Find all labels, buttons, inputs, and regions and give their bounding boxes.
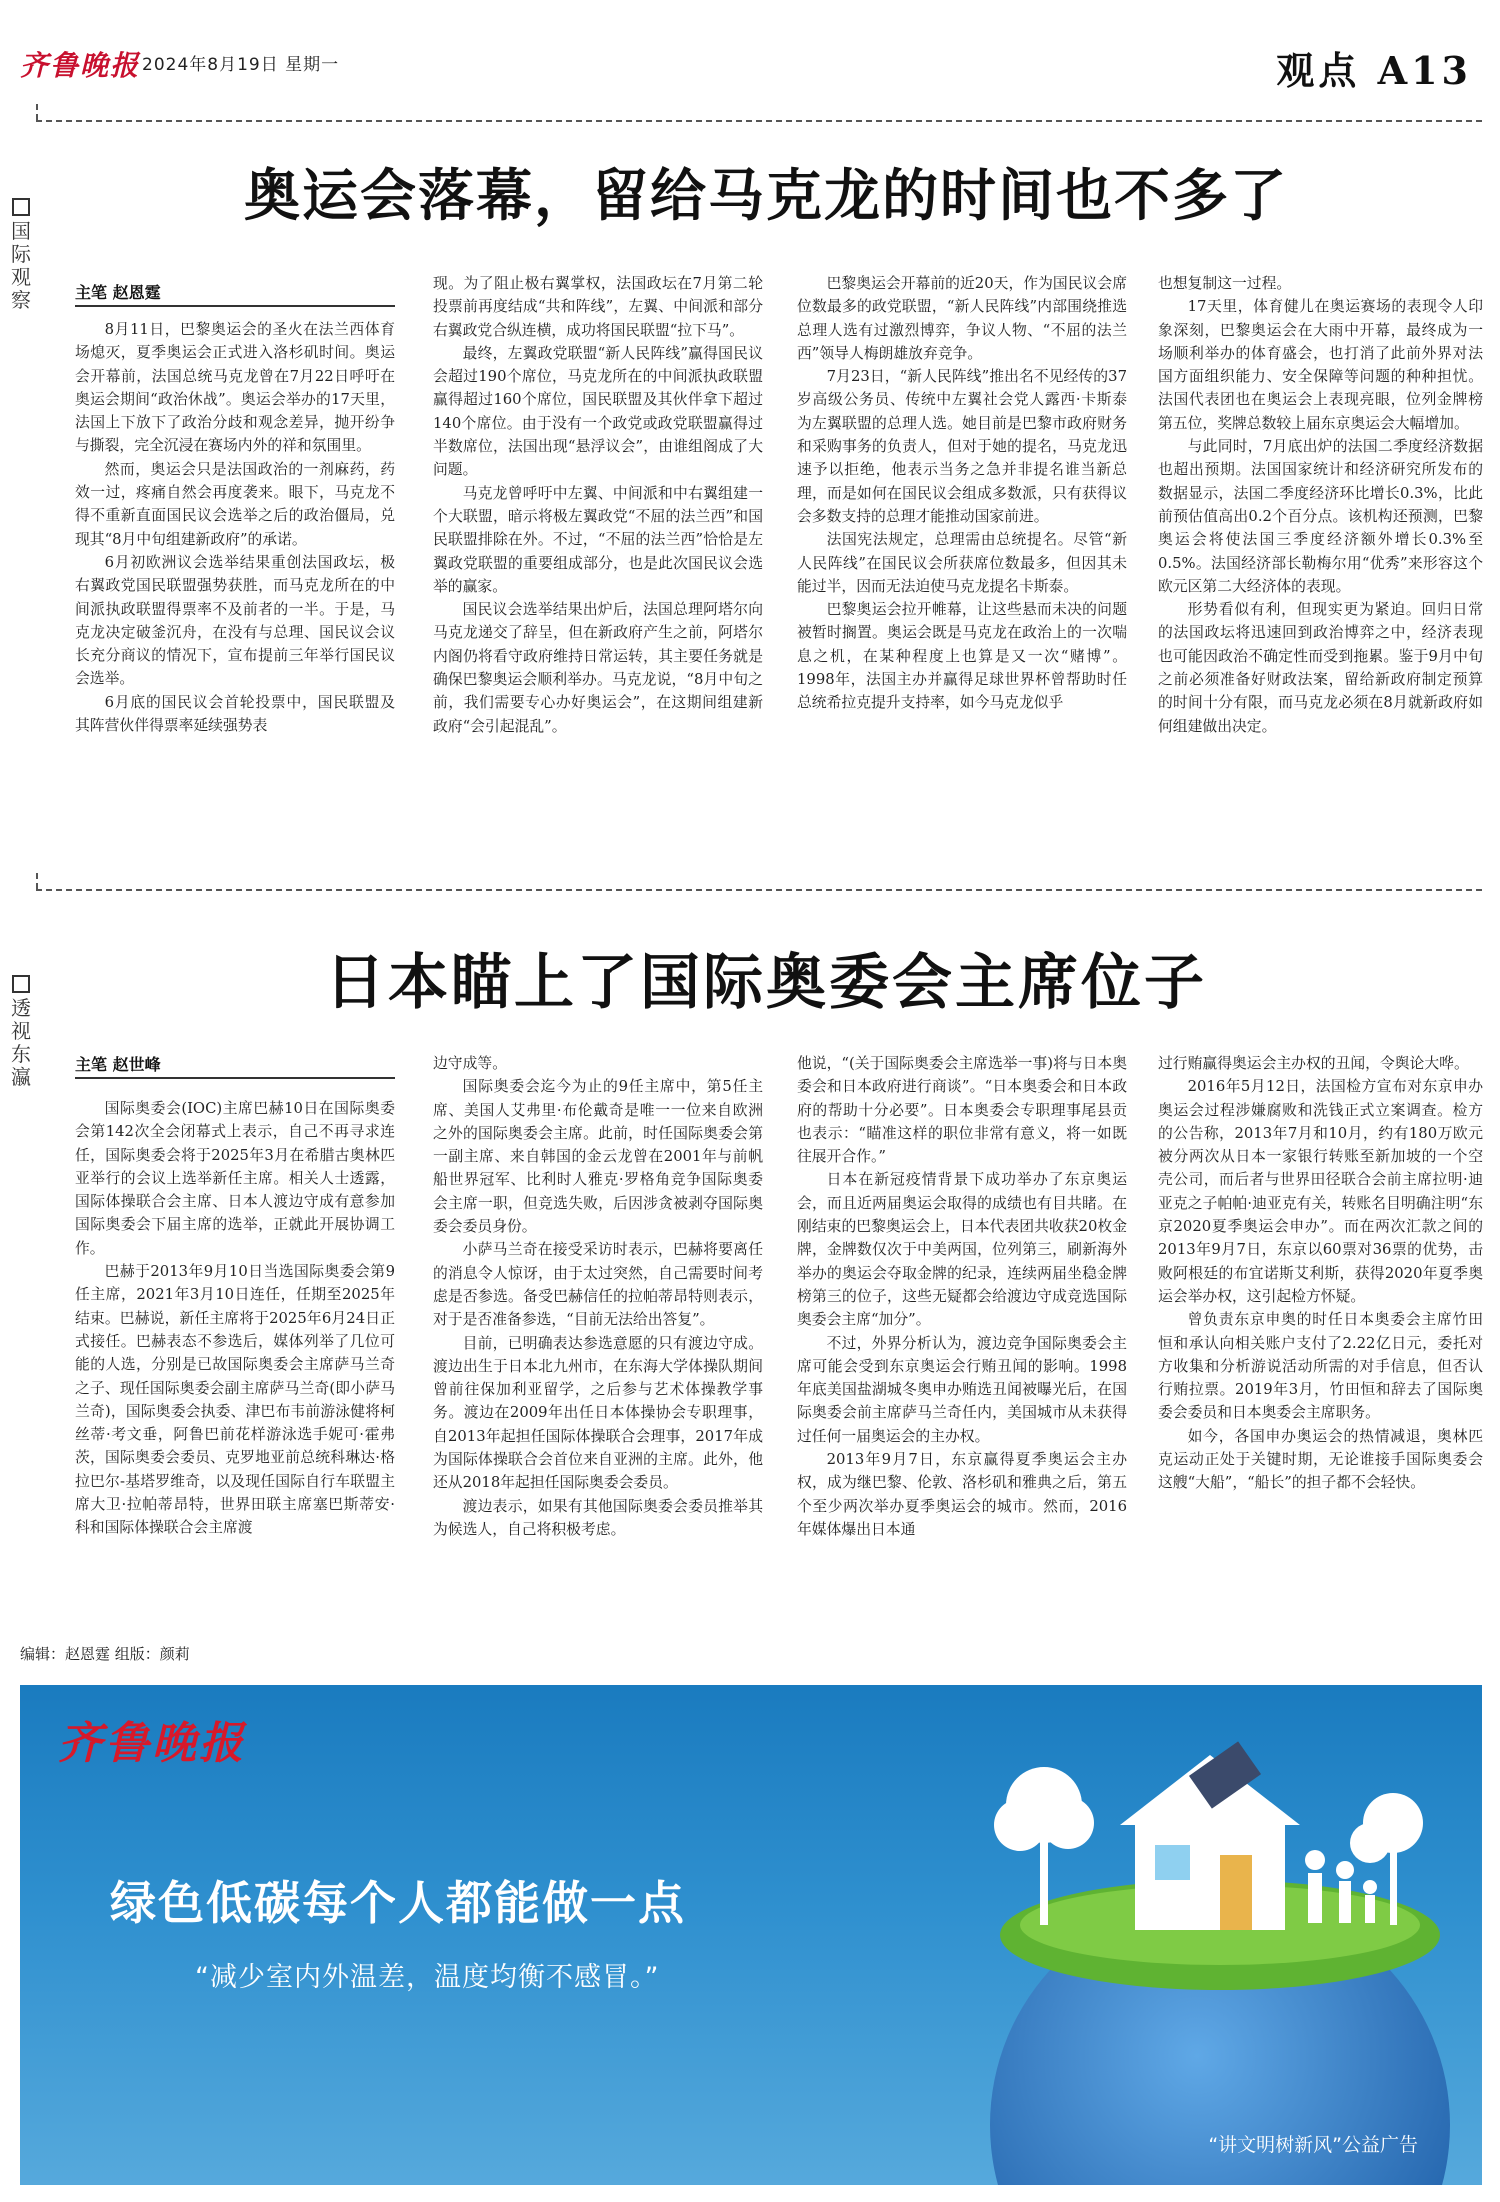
paragraph: 小萨马兰奇在接受采访时表示，巴赫将要离任的消息令人惊讶，由于太过突然，自己需要时间考虑是否参选。备受巴赫信任的拉帕蒂昂特则表示，对于是否准备参选，“目前无法给出答复”。 [433,1241,763,1329]
paragraph: 目前，已明确表达参选意愿的只有渡边守成。渡边出生于日本北九州市，在东海大学体操队期间曾前往保加利亚留学，之后参与艺术体操教学事务。渡边在2009年出任日本体操协会专职理事，自2013年起担任国际体操联合会理事，2017年成为国际体操联合会首位来自亚洲的主席。此外，他还从2018年起担任国际奥委会委员。 [433,1334,763,1492]
divider-line [36,873,38,889]
paragraph: 曾负责东京申奥的时任日本奥委会主席竹田恒和承认向相关账户支付了2.22亿日元，委托对方收集和分析游说活动所需的对手信息，但否认行贿拉票。2019年3月，竹田恒和辞去了国际奥委会委员和日本奥委会主席职务。 [1158,1311,1483,1422]
article-title: 奥运会落幕，留给马克龙的时间也不多了 [244,163,1288,229]
column-tag [8,975,34,1089]
public-service-ad [20,1685,1482,2185]
paragraph: 然而，奥运会只是法国政治的一剂麻药，药效一过，疼痛自然会再度袭来。眼下，马克龙不得不重新直面国民议会选举之后的政治僵局，兑现其“8月中旬组建新政府”的承诺。 [75,460,395,548]
paragraph: 如今，各国申办奥运会的热情减退，奥林匹克运动正处于关键时期，无论谁接手国际奥委会这艘“大船”，“船长”的担子都不会轻快。 [1158,1427,1483,1492]
column-tag-text: 透视东瀛 [11,996,31,1089]
tag-square-icon [12,198,30,216]
article-column [433,1052,763,1622]
column-tag [8,198,34,312]
article-column [797,1052,1127,1622]
ad-footer: “讲文明树新风”公益广告 [1208,2134,1418,2156]
paragraph: 法国宪法规定，总理需由总统提名。尽管“新人民阵线”在国民议会所获席位数最多，但因其未能过半，因而无法迫使马克龙提名卡斯泰。 [797,531,1127,595]
ad-slogan: “减少室内外温差，温度均衡不感冒。” [195,1962,660,1993]
paragraph: 最终，左翼政党联盟“新人民阵线”赢得国民议会超过190个席位，马克龙所在的中间派执政联盟赢得超过160个席位，国民联盟及其伙伴拿下超过140个席位。由于没有一个政党或政党联盟赢得过半数席位，法国出现“悬浮议会”，由谁组阁成了大问题。 [433,344,763,479]
article-column [1158,272,1483,846]
article-byline: 主笔 赵世峰 [75,1052,395,1079]
paragraph: 2016年5月12日，法国检方宣布对东京申办奥运会过程涉嫌腐败和洗钱正式立案调查。检方的公告称，2013年7月和10月，约有180万欧元被分两次从日本一家银行转账至新加坡的一个空壳公司，而后者与世界田径联合会前主席拉明·迪亚克之子帕帕·迪亚克有关，转账名目明确注明“东京2020夏季奥运会申办”。而在两次汇款之间的2013年9月7日，东京以60票对36票的优势，击败阿根廷的布宜诺斯艾利斯，获得2020年夏季奥运会举办权，这引起检方怀疑。 [1158,1078,1483,1305]
paragraph: 17天里，体育健儿在奥运赛场的表现令人印象深刻，巴黎奥运会在大雨中开幕，最终成为一场顺利举办的体育盛会，也打消了此前外界对法国方面组织能力、安全保障等问题的种种担忧。法国代表团也在奥运会上表现亮眼，位列金牌榜第五位，奖牌总数较上届东京奥运会大幅增加。 [1158,298,1483,432]
paragraph: 也想复制这一过程。 [1158,275,1292,292]
paragraph: 他说，“(关于国际奥委会主席选举一事)将与日本奥委会和日本政府进行商谈”。“日本奥委会和日本政府的帮助十分必要”。日本奥委会专职理事尾县贡也表示：“瞄准这样的职位非常有意义，将一如既往展开合作。” [797,1055,1127,1166]
article-title: 日本瞄上了国际奥委会主席位子 [325,948,1207,1018]
paragraph: 国际奥委会迄今为止的9任主席中，第5任主席、美国人艾弗里·布伦戴奇是唯一一位来自欧洲之外的国际奥委会主席。此前，时任国际奥委会第一副主席、来自韩国的金云龙曾在2001年与前帆船世界冠军、比利时人雅克·罗格角竞争国际奥委会主席一职，但竞选失败，后因涉贪被剥夺国际奥委会委员身份。 [433,1078,763,1236]
house-icon [1120,1741,1300,1930]
paragraph: 巴黎奥运会开幕前的近20天，作为国民议会席位数最多的政党联盟，“新人民阵线”内部围绕推选总理人选有过激烈博弈，争议人物、“不屈的法兰西”领导人梅朗雄放弃竞争。 [797,275,1127,362]
issue-date: 2024年8月19日 星期一 [142,55,340,75]
editor-credit: 编辑：赵恩霆 组版：颜莉 [20,1645,190,1663]
divider-line [36,120,1482,122]
paragraph: 国际奥委会(IOC)主席巴赫10日在国际奥委会第142次全会闭幕式上表示，自己不再寻求连任，国际奥委会将于2025年3月在希腊古奥林匹亚举行的会议上选举新任主席。相关人士透露，国际体操联合会主席、日本人渡边守成有意参加国际奥委会下届主席的选举，正就此开展协调工作。 [75,1100,395,1257]
article-byline: 主笔 赵恩霆 [75,280,395,307]
tag-square-icon [12,975,30,993]
paragraph: 马克龙曾呼吁中左翼、中间派和中右翼组建一个大联盟，暗示将极左翼政党“不屈的法兰西”和国民联盟排除在外。不过，“不屈的法兰西”恰恰是左翼政党联盟的重要组成部分，也是此次国民议会选举的赢家。 [433,484,763,595]
article-column [75,318,395,846]
paragraph: 渡边表示，如果有其他国际奥委会委员推举其为候选人，自己将积极考虑。 [433,1497,763,1538]
paragraph: 巴赫于2013年9月10日当选国际奥委会第9任主席，2021年3月10日连任，任期至2025年结束。巴赫说，新任主席将于2025年6月24日正式接任。巴赫表态不参选后，媒体列举了几位可能的人选，分别是已故国际奥委会主席萨马兰奇之子、现任国际奥委会副主席萨马兰奇(即小萨马兰奇)，国际奥委会执委、津巴布韦前游泳健将柯丝蒂·考文垂，阿鲁巴前花样游泳选手妮可·霍弗茨，国际奥委会委员、克罗地亚前总统科琳达·格拉巴尔-基塔罗维奇，以及现任国际自行车联盟主席大卫·拉帕蒂昂特，世界田联主席塞巴斯蒂安·科和国际体操联合会主席渡 [75,1263,395,1537]
page-header [0,0,1500,100]
divider-line [36,889,1482,891]
paragraph: 形势看似有利，但现实更为紧迫。回归日常的法国政坛将迅速回到政治博弈之中，经济表现也可能因政治不确定性而受到拖累。鉴于9月中旬之前必须准备好财政法案，留给新政府制定预算的时间十分有限，而马克龙必须在8月就新政府如何组建做出决定。 [1158,601,1483,735]
paragraph: 现。为了阻止极右翼掌权，法国政坛在7月第二轮投票前再度结成“共和阵线”，左翼、中间派和部分右翼政党合纵连横，成功将国民联盟“拉下马”。 [433,275,763,339]
paragraph: 6月初欧洲议会选举结果重创法国政坛，极右翼政党国民联盟强势获胜，而马克龙所在的中间派执政联盟得票率不及前者的一半。于是，马克龙决定破釜沉舟，在没有与总理、国民议会议长充分商议的情况下，宣布提前三年举行国民议会选举。 [75,553,395,688]
paragraph: 6月底的国民议会首轮投票中，国民联盟及其阵营伙伴得票率延续强势表 [75,693,395,735]
paragraph: 巴黎奥运会拉开帷幕，让这些悬而未决的问题被暂时搁置。奥运会既是马克龙在政治上的一次喘息之机，在某种程度上也算是又一次“赌博”。1998年，法国主办并赢得足球世界杯曾帮助时任总统希拉克提升支持率，如今马克龙似乎 [797,601,1127,712]
paragraph: 不过，外界分析认为，渡边竞争国际奥委会主席可能会受到东京奥运会行贿丑闻的影响。1998年底美国盐湖城冬奥申办贿选丑闻被曝光后，在国际奥委会前主席萨马兰奇任内，美国城市从未获得过任何一届奥运会的主办权。 [797,1334,1127,1445]
newspaper-logo: 齐鲁晚报 [20,49,141,82]
paragraph: 8月11日，巴黎奥运会的圣火在法兰西体育场熄灭，夏季奥运会正式进入洛杉矶时间。奥运会开幕前，法国总统马克龙曾在7月22日呼吁在奥运会期间“政治休战”。奥运会举办的17天里，法国上下放下了政治分歧和观念差异，抛开纷争与撕裂，完全沉浸在赛场内外的祥和氛围里。 [75,321,395,455]
ad-logo: 齐鲁晚报 [58,1718,246,1769]
paragraph: 过行贿赢得奥运会主办权的丑闻，令舆论大哗。 [1158,1055,1469,1072]
paragraph: 国民议会选举结果出炉后，法国总理阿塔尔向马克龙递交了辞呈，但在新政府产生之前，阿塔尔内阁仍将看守政府维持日常运转，其主要任务就是确保巴黎奥运会顺利举办。马克龙说，“8月中旬之前，我们需要专心办好奥运会”，在这期间组建新政府“会引起混乱”。 [433,601,763,735]
paragraph: 日本在新冠疫情背景下成功举办了东京奥运会，而且近两届奥运会取得的成绩也有目共睹。在刚结束的巴黎奥运会上，日本代表团共收获20枚金牌，金牌数仅次于中美两国，位列第三，刷新海外举办的奥运会夺取金牌的纪录，连续两届坐稳金牌榜第三的位子，这些无疑都会给渡边守成竞选国际奥委会主席“加分”。 [797,1171,1127,1329]
paragraph: 边守成等。 [433,1055,507,1072]
paragraph: 与此同时，7月底出炉的法国二季度经济数据也超出预期。法国国家统计和经济研究所发布的数据显示，法国二季度经济环比增长0.3%，比此前预估值高出0.2个百分点。该机构还预测，巴黎奥运会将使法国三季度经济额外增长0.3%至0.5%。法国经济部长勒梅尔用“优秀”来形容这个欧元区第二大经济体的表现。 [1158,438,1483,595]
column-tag-text: 国际观察 [11,219,31,312]
section-label: 观点 A13 [1276,48,1472,93]
article-column [797,272,1127,846]
paragraph: 2013年9月7日，东京赢得夏季奥运会主办权，成为继巴黎、伦敦、洛杉矶和雅典之后，第五个至少两次举办夏季奥运会的城市。然而，2016年媒体爆出日本通 [797,1451,1127,1538]
divider-line [36,104,38,120]
article-column [1158,1052,1483,1622]
green-earth-illustration [950,1695,1470,2185]
article-column [75,1097,395,1622]
article-column [433,272,763,846]
ad-headline: 绿色低碳每个人都能做一点 [110,1876,686,1930]
paragraph: 7月23日，“新人民阵线”推出名不见经传的37岁高级公务员、传统中左翼社会党人露西·卡斯泰为左翼联盟的总理人选。她目前是巴黎市政府财务和采购事务的负责人，但对于她的提名，马克龙迅速予以拒绝，他表示当务之急并非提名谁当新总理，而是如何在国民议会组成多数派，只有获得议会多数支持的总理才能推动国家前进。 [797,368,1127,525]
